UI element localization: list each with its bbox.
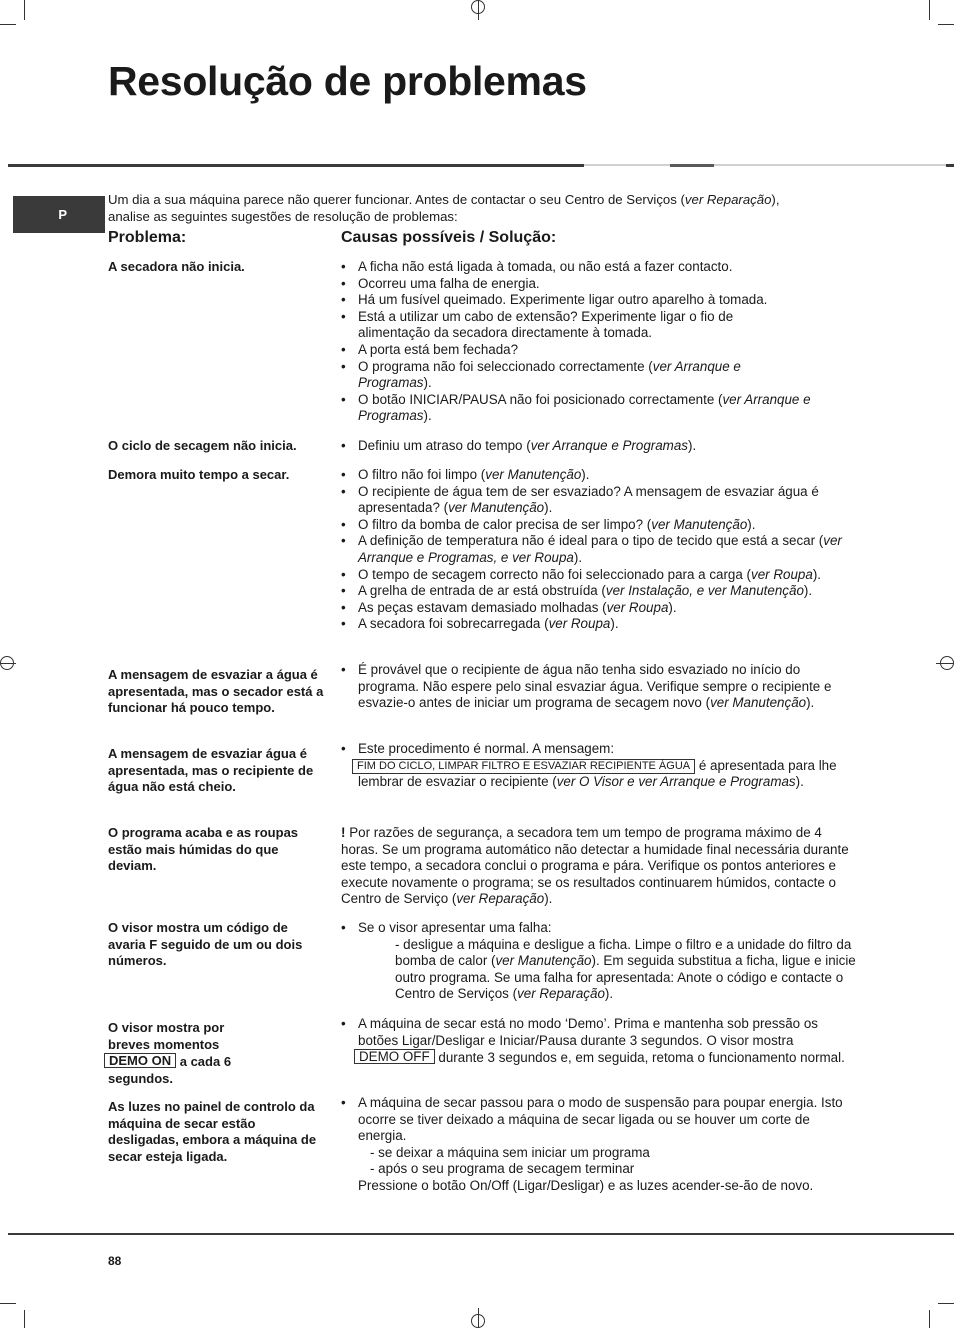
problem-label: O visor mostra um código de avaria F seguido de um ou dois números. <box>108 920 303 969</box>
list-item: • O tempo de secagem correcto não foi seleccionado para a carga (ver Roupa). <box>341 567 861 584</box>
header-rule <box>670 164 714 167</box>
causes-list <box>341 1095 861 1195</box>
problem-label: As luzes no painel de controlo da máquina de secar estão desligadas, embora a máquina de secar esteja ligada. <box>108 1099 317 1164</box>
header-rule <box>946 164 954 167</box>
registration-mark <box>478 1308 479 1328</box>
language-tab <box>13 196 105 233</box>
warning-icon: ! <box>341 825 346 840</box>
registration-mark <box>936 663 954 664</box>
display-message: DEMO ON <box>104 1053 176 1068</box>
list-item: • Definiu um atraso do tempo (ver Arranque e Programas). <box>341 438 861 455</box>
reference-link: ver Arranque e Programas <box>358 358 741 391</box>
reference-link: ver Manutenção <box>448 500 545 516</box>
list-item: • A ficha não está ligada à tomada, ou não está a fazer contacto. <box>341 259 861 276</box>
intro-text: Um dia a sua máquina parece não querer funcionar. Antes de contactar o seu Centro de Serviços ( <box>108 192 685 207</box>
list-item: • A grelha de entrada de ar está obstruída (ver Instalação, e ver Manutenção). <box>341 583 861 600</box>
causes-list <box>341 1016 861 1067</box>
reference-link: ver Roupa <box>751 566 813 582</box>
list-item: • O programa não foi seleccionado correctamente (ver Arranque e Programas). <box>341 359 861 392</box>
registration-mark <box>0 663 16 664</box>
problem-label: O programa acaba e as roupas estão mais húmidas do que deviam. <box>108 825 299 874</box>
intro-text: ), analise as seguintes sugestões de resolução de problemas: <box>108 192 780 224</box>
reference-link: ver Instalação, e ver Manutenção <box>605 583 804 599</box>
crop-mark <box>0 24 16 25</box>
intro-paragraph <box>108 192 788 225</box>
reference-link: ver O Visor e ver Arranque e Programas <box>556 774 796 790</box>
causes-list <box>341 741 861 791</box>
list-item: • A definição de temperatura não é ideal para o tipo de tecido que está a secar (ver Arranque e Programas, e ver Roupa). <box>341 533 861 566</box>
page-title: Resolução de problemas <box>108 58 587 104</box>
sub-item: - após o seu programa de secagem terminar <box>370 1161 635 1177</box>
causes-list <box>341 259 861 425</box>
list-item: • A porta está bem fechada? <box>341 342 861 359</box>
crop-mark <box>0 1303 16 1304</box>
list-item: • A máquina de secar está no modo ‘Demo’. Prima e mantenha sob pressão os botões Ligar/Desligar e Iniciar/Pausa durante 3 segundos. O visor mostra DEMO OFF durante 3 segundos e, em seguida, retoma o funcionamento normal. <box>341 1016 861 1067</box>
causes-list <box>341 467 861 633</box>
crop-mark <box>938 1303 954 1304</box>
reference-link: ver Roupa <box>606 599 669 615</box>
reference-link: ver Roupa <box>548 616 611 632</box>
header-rule <box>714 164 946 166</box>
reference-link: ver Arranque e Programas <box>530 438 688 453</box>
problem-label: O ciclo de secagem não inicia. <box>108 438 297 453</box>
causes-paragraph: ! Por razões de segurança, a secadora tem um tempo de programa máximo de 4 horas. Se um programa automático não detectar a humidade final necessária durante este tempo, a secadora conclui o programa e pára. Verifique os pontos anteriores e execute novamente o programa; se os resultados continuarem húmidos, contacte o Centro de Serviço (ver Reparação). <box>341 825 849 907</box>
list-item: • O filtro não foi limpo (ver Manutenção). <box>341 467 861 484</box>
crop-mark <box>929 1310 930 1328</box>
list-item: • O botão INICIAR/PAUSA não foi posicionado correctamente (ver Arranque e Programas). <box>341 392 861 425</box>
registration-mark <box>478 0 479 20</box>
header-rule <box>8 164 584 167</box>
list-item: • As peças estavam demasiado molhadas (ver Roupa). <box>341 600 861 617</box>
problem-column-header: Problema: <box>108 229 187 246</box>
reference-link: ver Manutenção <box>485 467 582 482</box>
crop-mark <box>24 1310 25 1328</box>
crop-mark <box>929 0 930 20</box>
reference-link: ver Arranque e Programas, e ver Roupa <box>358 533 842 565</box>
reference-link: ver Manutenção <box>495 953 592 969</box>
reference-link: ver Reparação <box>456 891 545 907</box>
causes-list <box>341 662 861 712</box>
display-message: DEMO OFF <box>354 1049 435 1064</box>
reference-link: ver Reparação <box>517 986 605 1002</box>
header-rule <box>584 164 670 166</box>
reference-link: ver Manutenção <box>710 695 807 711</box>
causes-list <box>341 920 861 1003</box>
sub-instructions: - desligue a máquina e desligue a ficha. Limpe o filtro e a unidade do filtro da bomba de calor (ver Manutenção). Em seguida substitua a ficha, ligue e inicie outro programa. Se uma falha for apresentada: Anote o código e contacte o Centro de Serviços (ver Reparação). <box>395 936 856 1002</box>
list-item: • Está a utilizar um cabo de extensão? Experimente ligar o fio de alimentação da secadora directamente à tomada. <box>341 309 861 342</box>
problem-label: Demora muito tempo a secar. <box>108 467 290 482</box>
reference-link: ver Manutenção <box>651 516 748 532</box>
crop-mark <box>938 24 954 25</box>
list-item: • O filtro da bomba de calor precisa de ser limpo? (ver Manutenção). <box>341 517 861 534</box>
problem-label: A mensagem de esvaziar a água é apresentada, mas o secador está a funcionar há pouco tempo. <box>108 667 324 716</box>
crop-mark <box>24 0 25 20</box>
reference-link: ver Arranque e Programas <box>358 391 811 424</box>
footer-rule <box>8 1233 954 1235</box>
causes-column-header: Causas possíveis / Solução: <box>341 229 557 246</box>
problem-label: O visor mostra por breves momentos DEMO ON a cada 6 segundos. <box>108 1020 258 1087</box>
list-item: • A máquina de secar passou para o modo de suspensão para poupar energia. Isto ocorre se tiver deixado a máquina de secar ligada ou se houver um corte de energia. - se deixar a máquina sem iniciar um programa - após o seu programa de secagem terminar Pressione o botão On/Off (Ligar/Desligar) e as luzes acender-se-ão de novo. <box>341 1095 861 1195</box>
language-tab-label: P <box>58 207 67 222</box>
sub-item: - se deixar a máquina sem iniciar um programa <box>370 1144 650 1160</box>
causes-list <box>341 438 861 455</box>
list-item: • A secadora foi sobrecarregada (ver Roupa). <box>341 616 861 633</box>
list-item: • Se o visor apresentar uma falha: <box>341 920 861 937</box>
problem-label: A mensagem de esvaziar água é apresentada, mas o recipiente de água não está cheio. <box>108 746 314 795</box>
list-item: • Há um fusível queimado. Experimente ligar outro aparelho à tomada. <box>341 292 861 309</box>
problem-label: A secadora não inicia. <box>108 259 245 274</box>
intro-reference: ver Reparação <box>684 192 772 207</box>
list-item: • Este procedimento é normal. A mensagem: FIM DO CICLO, LIMPAR FILTRO E ESVAZIAR RECIPIENTE ÁGUA é apresentada para lhe lembrar de esvaziar o recipiente (ver O Visor e ver Arranque e Programas). <box>341 741 861 791</box>
page-number: 88 <box>108 1254 122 1268</box>
display-message: FIM DO CICLO, LIMPAR FILTRO E ESVAZIAR RECIPIENTE ÁGUA <box>352 759 695 774</box>
list-item: • O recipiente de água tem de ser esvaziado? A mensagem de esvaziar água é apresentada? (ver Manutenção). <box>341 484 861 517</box>
instruction-text: Pressione o botão On/Off (Ligar/Desligar) e as luzes acender-se-ão de novo. <box>358 1177 814 1193</box>
list-item: • Ocorreu uma falha de energia. <box>341 276 861 293</box>
list-item: • É provável que o recipiente de água não tenha sido esvaziado no início do programa. Não espere pelo sinal esvaziar água. Verifique sempre o recipiente e esvazie-o antes de iniciar um programa de secagem novo (ver Manutenção). <box>341 662 861 712</box>
